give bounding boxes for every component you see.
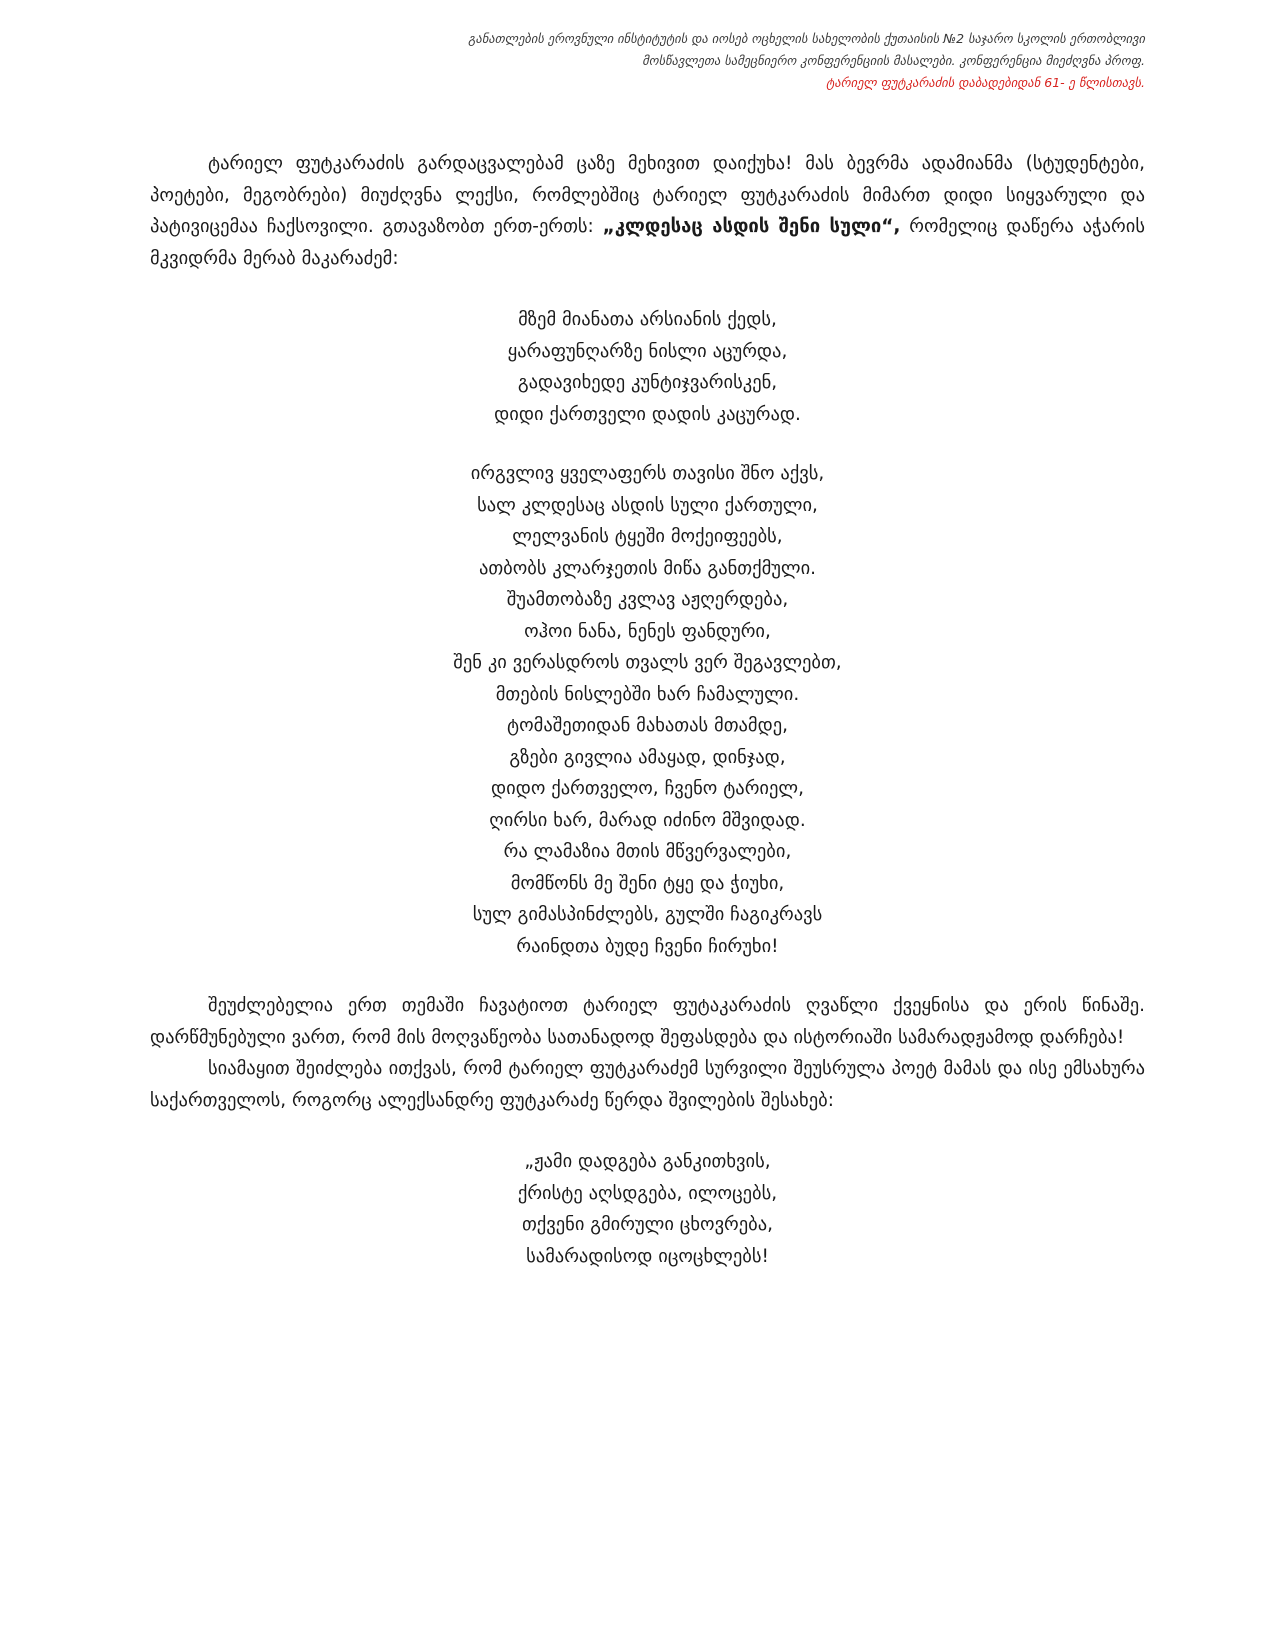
poem-line: გზები გივლია ამაყად, დინჯად,: [509, 746, 786, 768]
quote-line: სამარადისოდ იცოცხლებს!: [526, 1245, 769, 1267]
poem-line: მზემ მიანათა არსიანის ქედს,: [518, 309, 777, 330]
poem-line: შუამთობაზე კვლავ აჟღერდება,: [506, 589, 789, 610]
poem-line: გადავიხედე კუნტიჯვარისკენ,: [517, 372, 778, 393]
poem-line: ათბობს კლარჯეთის მიწა განთქმული.: [478, 557, 817, 579]
poem-line: ტომაშეთიდან მახათას მთამდე,: [507, 715, 788, 736]
poem-line: ირგვლივ ყველაფერს თავისი შნო აქვს,: [470, 463, 825, 484]
poem-line: სალ კლდესაც ასდის სული ქართული,: [477, 494, 818, 516]
page-header: [145, 28, 1145, 94]
quote-stanza: [150, 1146, 1145, 1272]
poem-line: შენ კი ვერასდროს თვალს ვერ შეგავლებთ,: [453, 652, 842, 673]
header-line-3: ტარიელ ფუტკარაძის დაბადებიდან 61- ე წლისთავს.: [826, 75, 1145, 90]
document-body: [150, 148, 1145, 1272]
poem-line: სულ გიმასპინძლებს, გულში ჩაგიკრავს: [472, 904, 823, 925]
poem-line: ლელვანის ტყეში მოქეიფეებს,: [512, 526, 783, 547]
poem-title: „კლდესაც ასდის შენი სული“,: [602, 216, 901, 237]
intro-text-after: რომელიც დაწერა აჭარის მკვიდრმა მერაბ მაკარაძემ:: [150, 216, 1145, 269]
header-line-1: განათლების ეროვნული ინსტიტუტის და იოსებ ოცხელის სახელობის ქუთაისის №2 საჯარო სკოლის ერთობლივი: [468, 31, 1145, 46]
poem-line: მთების ნისლებში ხარ ჩამალული.: [495, 683, 800, 705]
poem-line: მომწონს მე შენი ტყე და ჭიუხი,: [510, 872, 785, 894]
quote-line: თქვენი გმირული ცხოვრება,: [521, 1214, 774, 1235]
poem-line: რაინდთა ბუდე ჩვენი ჩირუხი!: [516, 935, 779, 957]
closing-paragraph-1: შეუძლებელია ერთ თემაში ჩავატიოთ ტარიელ ფუტაკარაძის ღვაწლი ქვეყნისა და ერის წინაშე. დარწმუნებული ვართ, რომ მის მოღვაწეობა სათანადოდ შეფასდება და ისტორიაში სამარადჟამოდ დარჩება!: [150, 995, 1145, 1048]
intro-text-before: ტარიელ ფუტკარაძის გარდაცვალებამ ცაზე მეხივით დაიქუხა! მას ბევრმა ადამიანმა (სტუდენტები, პოეტები, მეგობრები) მიუძღვნა ლექსი, რომლებშიც ტარიელ ფუტკარაძის მიმართ დიდი სიყვარული და პატივიცემაა ჩაქსოვილი. გთავაზობთ ერთ-ერთს:: [150, 153, 1145, 237]
poem-line: დიდი ქართველი დადის კაცურად.: [494, 403, 801, 425]
poem-line: ყარაფუნღარზე ნისლი აცურდა,: [507, 340, 788, 362]
poem-line: ოჰოი ნანა, ნენეს ფანდური,: [524, 620, 771, 642]
quote-line: „ჟამი დადგება განკითხვის,: [524, 1151, 771, 1172]
header-line-2: მოსწავლეთა სამეცნიერო კონფერენციის მასალები. კონფერენცია მიეძღვნა პროფ.: [642, 53, 1145, 68]
poem-stanza-2: [150, 458, 1145, 962]
poem-line: რა ლამაზია მთის მწვერვალები,: [503, 841, 792, 862]
poem-line: ღირსი ხარ, მარად იძინო მშვიდად.: [489, 809, 806, 831]
poem-stanza-1: [150, 304, 1145, 430]
intro-paragraph: [150, 148, 1145, 274]
poem-line: დიდო ქართველო, ჩვენო ტარიელ,: [491, 778, 804, 799]
quote-line: ქრისტე აღსდგება, ილოცებს,: [517, 1182, 778, 1204]
closing-paragraph-2: სიამაყით შეიძლება ითქვას, რომ ტარიელ ფუტკარაძემ სურვილი შეუსრულა პოეტ მამას და ისე ემსახურა საქართველოს, როგორც ალექსანდრე ფუტკარაძე წერდა შვილების შესახებ:: [150, 1058, 1145, 1111]
